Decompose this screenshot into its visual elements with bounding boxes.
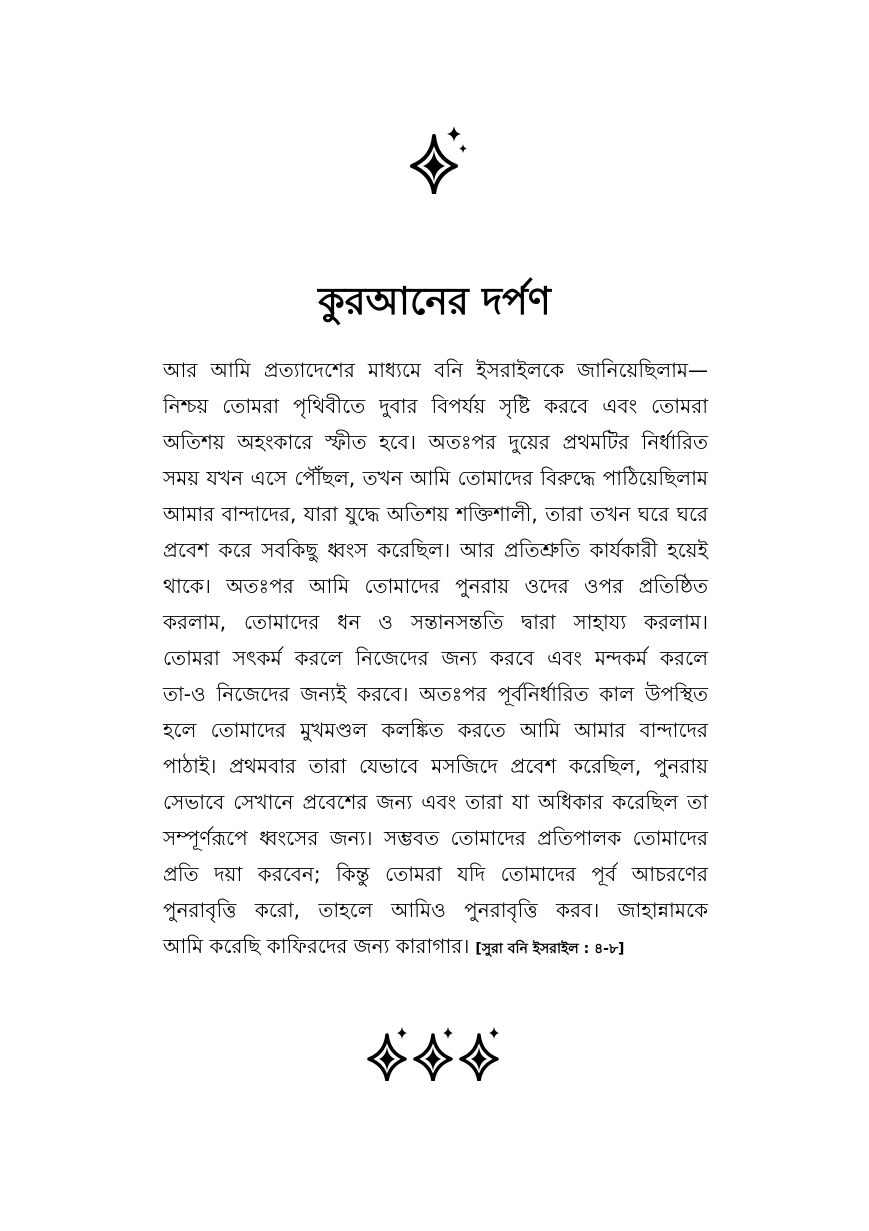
- passage-line: আমি করেছি কাফিরদের জন্য কারাগার।: [163, 934, 470, 958]
- verse-passage: [163, 352, 708, 964]
- passage-line: সম্পূর্ণরূপে ধ্বংসের জন্য। সম্ভবত তোমাদের প্রতিপালক তোমাদের: [163, 826, 708, 850]
- passage-line: পুনরাবৃত্তি করো, তাহলে আমিও পুনরাবৃত্তি করব। জাহান্নামকে: [163, 898, 708, 922]
- passage-line: করলাম, তোমাদের ধন ও সন্তানসন্ততি দ্বারা সাহায্য করলাম।: [163, 610, 708, 634]
- passage-line: হলে তোমাদের মুখমণ্ডল কলঙ্কিত করতে আমি আমার বান্দাদের: [163, 718, 708, 742]
- passage-line: প্রতি দয়া করবেন; কিন্তু তোমরা যদি তোমাদের পূর্ব আচরণের: [163, 862, 708, 886]
- triple-sparkle-star-ornament-icon: [365, 1025, 505, 1081]
- passage-line: সেভাবে সেখানে প্রবেশের জন্য এবং তারা যা অধিকার করেছিল তা: [163, 790, 708, 814]
- passage-line: সময় যখন এসে পৌঁছল, তখন আমি তোমাদের বিরুদ্ধে পাঠিয়েছিলাম: [163, 466, 708, 490]
- passage-line: থাকে। অতঃপর আমি তোমাদের পুনরায় ওদের ওপর প্রতিষ্ঠিত: [163, 574, 708, 598]
- verse-citation: [সুরা বনি ইসরাইল : ৪-৮]: [475, 941, 625, 957]
- sparkle-star-ornament-icon: [408, 124, 470, 194]
- passage-line: অতিশয় অহংকারে স্ফীত হবে। অতঃপর দুয়ের প্রথমটির নির্ধারিত: [163, 430, 708, 454]
- passage-line: তা-ও নিজেদের জন্যই করবে। অতঃপর পূর্বনির্ধারিত কাল উপস্থিত: [163, 682, 708, 706]
- passage-line: প্রবেশ করে সবকিছু ধ্বংস করেছিল। আর প্রতিশ্রুতি কার্যকারী হয়েই: [163, 538, 708, 562]
- passage-last-line: [163, 928, 708, 964]
- passage-line: আর আমি প্রত্যাদেশের মাধ্যমে বনি ইসরাইলকে জানিয়েছিলাম—: [163, 358, 708, 382]
- passage-line: নিশ্চয় তোমরা পৃথিবীতে দুবার বিপর্যয় সৃষ্টি করবে এবং তোমরা: [163, 394, 708, 418]
- passage-line: আমার বান্দাদের, যারা যুদ্ধে অতিশয় শক্তিশালী, তারা তখন ঘরে ঘরে: [163, 502, 708, 526]
- page-title: কুরআনের দর্পণ: [318, 279, 551, 323]
- passage-line: তোমরা সৎকর্ম করলে নিজেদের জন্য করবে এবং মন্দকর্ম করলে: [163, 646, 708, 670]
- passage-line: পাঠাই। প্রথমবার তারা যেভাবে মসজিদে প্রবেশ করেছিল, পুনরায়: [163, 754, 708, 778]
